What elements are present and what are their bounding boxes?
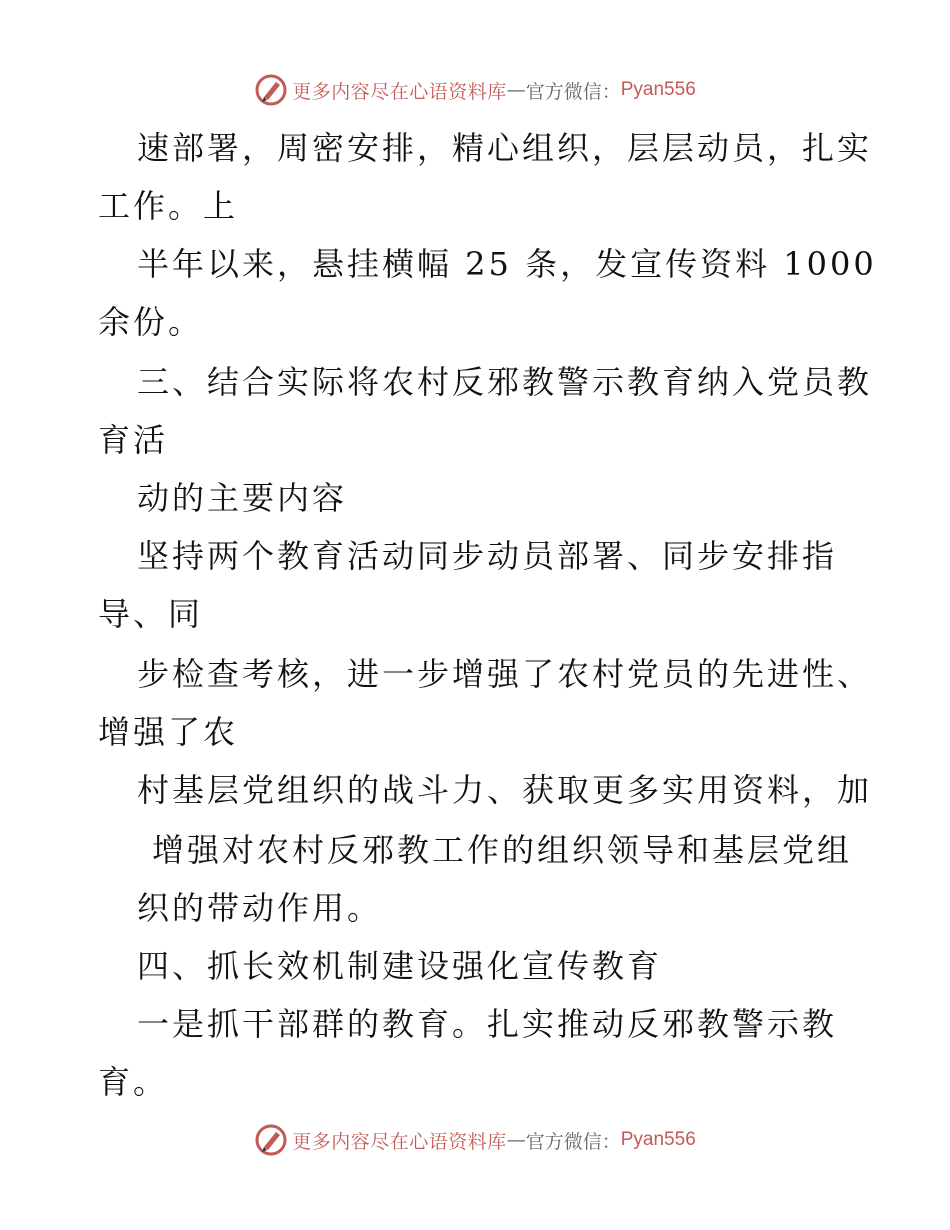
promo-dash: — bbox=[506, 1129, 526, 1151]
body-line: 坚持两个教育活动同步动员部署、同步安排指 bbox=[137, 537, 838, 575]
body-line: 增强对农村反邪教工作的组织领导和基层党组 bbox=[152, 831, 853, 869]
body-line: 育。 bbox=[98, 1063, 169, 1101]
body-line: 工作。上 bbox=[98, 187, 239, 225]
promo-dash: — bbox=[506, 79, 526, 101]
body-line: 增强了农 bbox=[98, 713, 239, 751]
body-line: 育活 bbox=[98, 421, 169, 459]
promo-text: 更多内容尽在心语资料库 bbox=[292, 80, 507, 103]
wechat-label: 官方微信： bbox=[525, 80, 621, 103]
body-line: 织的带动作用。 bbox=[137, 889, 383, 927]
body-line: 村基层党组织的战斗力、获取更多实用资料，加 bbox=[137, 771, 873, 809]
body-line: 余份。 bbox=[98, 303, 204, 341]
body-line: 一是抓干部群的教育。扎实推动反邪教警示教 bbox=[137, 1005, 838, 1043]
body-line: 步检查考核，进一步增强了农村党员的先进性、 bbox=[137, 655, 873, 693]
body-line: 三、结合实际将农村反邪教警示教育纳入党员教 bbox=[137, 363, 873, 401]
body-line: 四、抓长效机制建设强化宣传教育 bbox=[137, 947, 663, 985]
pen-logo-icon bbox=[254, 1123, 288, 1157]
body-line: 导、同 bbox=[98, 595, 204, 633]
body-line: 速部署，周密安排，精心组织，层层动员，扎实 bbox=[137, 129, 873, 167]
wechat-label: 官方微信： bbox=[525, 1130, 621, 1153]
body-line: 动的主要内容 bbox=[137, 479, 348, 517]
promo-text: 更多内容尽在心语资料库 bbox=[292, 1130, 507, 1153]
wechat-id: Pyan556 bbox=[620, 79, 696, 100]
body-line: 半年以来，悬挂横幅 25 条，发宣传资料 1000 bbox=[137, 245, 877, 283]
wechat-id: Pyan556 bbox=[620, 1129, 696, 1150]
footer-banner bbox=[0, 1120, 950, 1160]
